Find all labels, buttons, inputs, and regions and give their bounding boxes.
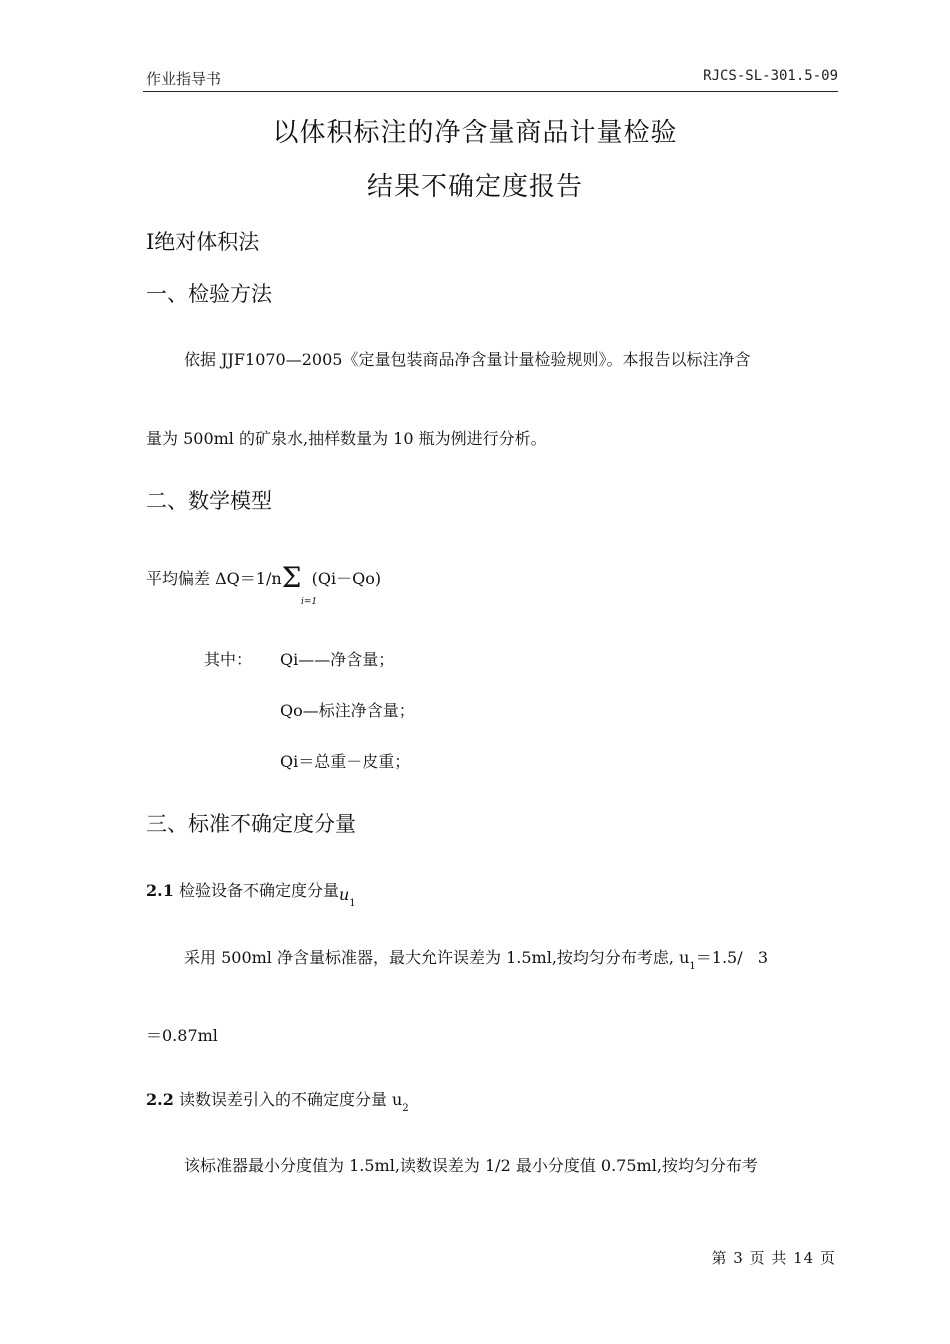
para-2-1-subscript: 1: [689, 961, 696, 972]
definition-qi: Qi——净含量；: [280, 650, 395, 669]
section1-paragraph-line1: 依据 JJF1070—2005《定量包装商品净含量计量检验规则》。本报告以标注净含: [184, 350, 751, 369]
para-2-1-text-a: 采用 500ml 净含量标准器，最大允许误差为 1.5ml,按均匀分布考虑, u: [184, 948, 690, 967]
definition-qo: Qo—标注净含量；: [280, 701, 415, 720]
para-2-1-text-c: 3: [757, 948, 769, 967]
formula-line: [146, 558, 382, 594]
subsection-2-1-text: 检验设备不确定度分量: [178, 881, 339, 900]
u1-symbol: u: [338, 885, 350, 904]
header-rule: [143, 91, 838, 92]
section1-heading: 一、检验方法: [146, 282, 272, 306]
subsection-2-2-number: 2.2: [146, 1090, 174, 1109]
section1-paragraph-line2: 量为 500ml 的矿泉水,抽样数量为 10 瓶为例进行分析。: [146, 429, 547, 448]
header-doc-code: RJCS-SL-301.5-09: [703, 68, 838, 84]
subsection-2-1-title: [146, 878, 356, 909]
u1-subscript: 1: [349, 898, 356, 909]
subsection-2-1-paragraph-line1: [184, 945, 769, 972]
subsection-2-2-title: [146, 1087, 409, 1114]
subsection-2-1-number: 2.1: [146, 881, 174, 900]
definition-qi-formula: Qi＝总重－皮重；: [280, 752, 411, 771]
sigma-lower-limit: i=1: [301, 597, 318, 607]
header-left-label: 作业指导书: [146, 70, 222, 88]
section3-heading: 三、标准不确定度分量: [146, 812, 356, 836]
subsection-2-2-text: 读数误差引入的不确定度分量 u: [178, 1090, 403, 1109]
doc-title-line2: 结果不确定度报告: [366, 172, 583, 202]
subsection-2-2-paragraph-line1: 该标准器最小分度值为 1.5ml,读数误差为 1/2 最小分度值 0.75ml,按均匀分布考: [184, 1156, 758, 1175]
sigma-symbol: Σ: [281, 561, 302, 594]
doc-title-line1: 以体积标注的净含量商品计量检验: [272, 118, 678, 148]
where-label: 其中：: [204, 650, 253, 669]
para-2-1-text-b: ＝1.5/: [695, 948, 743, 967]
section2-heading: 二、数学模型: [146, 489, 272, 513]
formula-prefix: 平均偏差 ΔQ＝1/n: [146, 569, 282, 588]
part-title: Ⅰ绝对体积法: [146, 230, 260, 254]
formula-suffix: (Qi－Qo): [311, 569, 382, 588]
page-number: 第 3 页 共 14 页: [711, 1249, 836, 1267]
subsection-2-1-paragraph-line2: ＝0.87ml: [146, 1026, 218, 1045]
u2-subscript: 2: [402, 1103, 409, 1114]
